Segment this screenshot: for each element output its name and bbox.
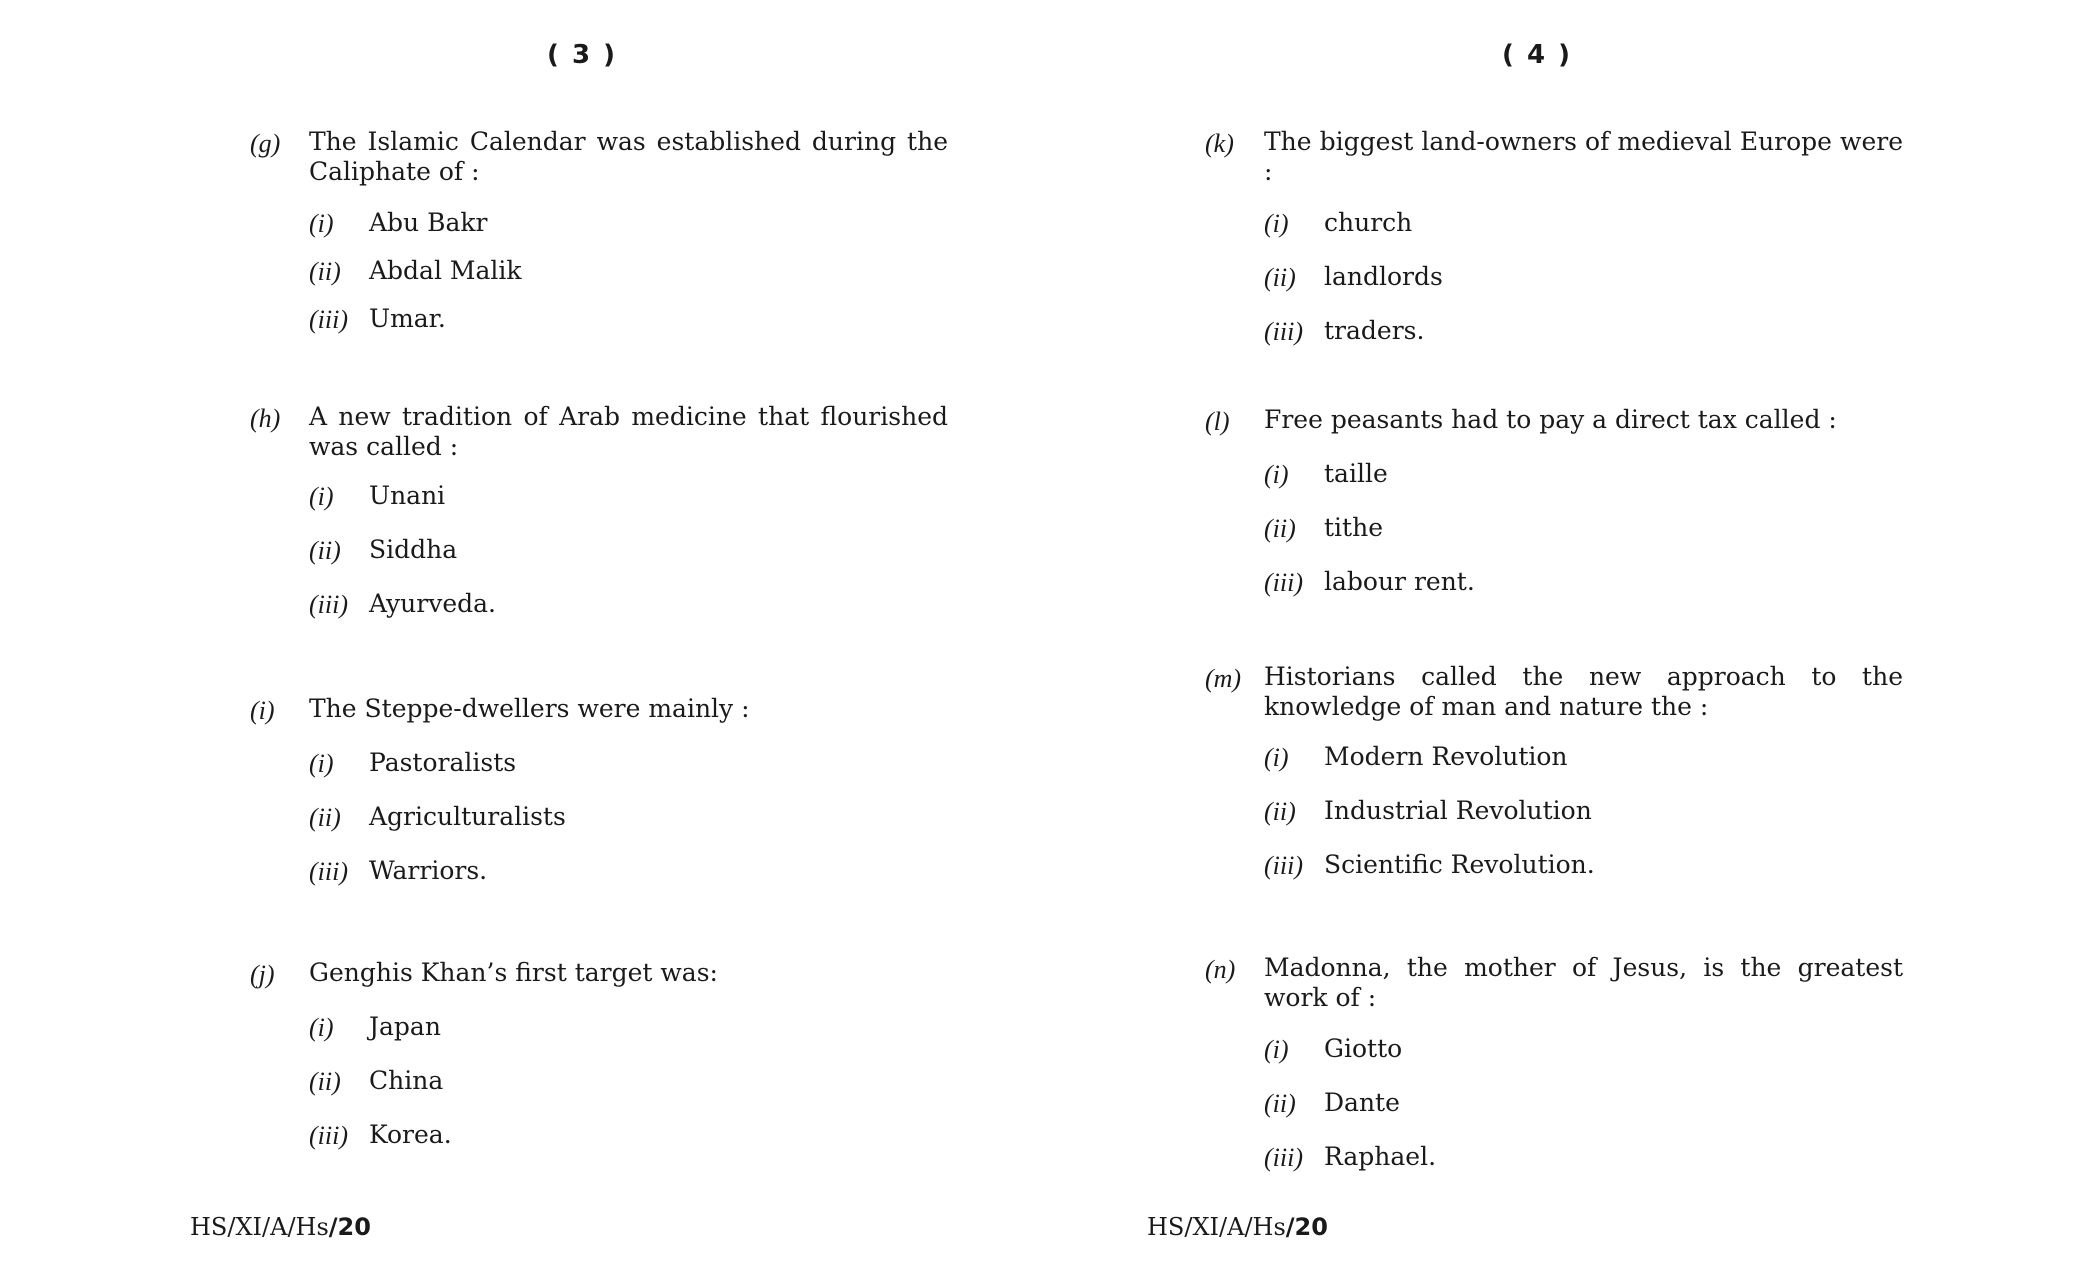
option bbox=[309, 256, 1150, 286]
option bbox=[309, 589, 1150, 619]
option-label: (iii) bbox=[309, 590, 348, 619]
option bbox=[309, 1066, 1150, 1096]
option bbox=[309, 304, 1150, 334]
footer-year: /20 bbox=[1285, 1213, 1328, 1241]
option bbox=[309, 481, 1150, 511]
option bbox=[1264, 1088, 2100, 1118]
option-label: (i) bbox=[309, 749, 334, 778]
option-text: Scientific Revolution. bbox=[1324, 850, 1595, 879]
option-text: church bbox=[1324, 208, 1413, 237]
question-text: The Steppe-dwellers were mainly : bbox=[309, 694, 750, 723]
question-m bbox=[1205, 662, 2100, 880]
option-text: Agriculturalists bbox=[369, 802, 566, 831]
option-text: Korea. bbox=[369, 1120, 452, 1149]
option-label: (iii) bbox=[1264, 568, 1303, 597]
option-label: (i) bbox=[1264, 1035, 1289, 1064]
question-text: A new tradition of Arab medicine that flourished was called : bbox=[309, 402, 948, 461]
question-k bbox=[1205, 127, 2100, 346]
option bbox=[309, 1012, 1150, 1042]
question-label: (l) bbox=[1205, 407, 1230, 436]
question-text: The Islamic Calendar was established during the Caliphate of : bbox=[309, 127, 948, 186]
footer-code: HS/XI/A/Hs bbox=[1147, 1213, 1286, 1241]
option bbox=[1264, 796, 2100, 826]
option-text: Raphael. bbox=[1324, 1142, 1437, 1171]
option-label: (ii) bbox=[309, 1067, 341, 1096]
option-label: (ii) bbox=[309, 803, 341, 832]
question-text: Madonna, the mother of Jesus, is the greatest work of : bbox=[1264, 953, 1903, 1012]
option-text: Warriors. bbox=[369, 856, 488, 885]
option-text: Ayurveda. bbox=[369, 589, 496, 618]
option-text: China bbox=[369, 1066, 444, 1095]
option-text: labour rent. bbox=[1324, 567, 1475, 596]
option-text: Giotto bbox=[1324, 1034, 1403, 1063]
question-label: (k) bbox=[1205, 129, 1234, 158]
option bbox=[1264, 459, 2100, 489]
option-text: Abu Bakr bbox=[369, 208, 488, 237]
option-label: (iii) bbox=[309, 1121, 348, 1150]
question-j bbox=[250, 958, 1150, 1150]
option-text: tithe bbox=[1324, 513, 1383, 542]
option bbox=[1264, 1034, 2100, 1064]
option-text: Dante bbox=[1324, 1088, 1400, 1117]
question-text: Free peasants had to pay a direct tax called : bbox=[1264, 405, 1837, 434]
option-label: (iii) bbox=[1264, 851, 1303, 880]
option-text: Pastoralists bbox=[369, 748, 517, 777]
question-g bbox=[250, 127, 1150, 334]
option-label: (iii) bbox=[1264, 1143, 1303, 1172]
option bbox=[1264, 316, 2100, 346]
option bbox=[1264, 513, 2100, 543]
question-i bbox=[250, 694, 1150, 886]
option bbox=[1264, 850, 2100, 880]
option-text: Umar. bbox=[369, 304, 446, 333]
option-label: (ii) bbox=[1264, 1089, 1296, 1118]
option bbox=[1264, 1142, 2100, 1172]
option bbox=[1264, 742, 2100, 772]
option-text: Siddha bbox=[369, 535, 458, 564]
option bbox=[309, 802, 1150, 832]
option-text: Japan bbox=[369, 1012, 441, 1041]
page-footer bbox=[190, 1213, 371, 1241]
option bbox=[1264, 208, 2100, 238]
page-footer bbox=[1147, 1213, 1328, 1241]
option bbox=[1264, 262, 2100, 292]
question-label: (g) bbox=[250, 129, 281, 158]
option-label: (iii) bbox=[309, 305, 348, 334]
option-text: Abdal Malik bbox=[369, 256, 522, 285]
option bbox=[309, 1120, 1150, 1150]
option-label: (i) bbox=[1264, 743, 1289, 772]
question-l bbox=[1205, 405, 2100, 597]
option-label: (ii) bbox=[1264, 514, 1296, 543]
question-text: The biggest land-owners of medieval Europe were : bbox=[1264, 127, 1903, 186]
option-label: (i) bbox=[309, 1013, 334, 1042]
option-text: Industrial Revolution bbox=[1324, 796, 1592, 825]
option-text: Unani bbox=[369, 481, 446, 510]
question-label: (n) bbox=[1205, 955, 1236, 984]
question-label: (m) bbox=[1205, 664, 1242, 693]
option bbox=[309, 535, 1150, 565]
option-label: (i) bbox=[1264, 209, 1289, 238]
question-label: (j) bbox=[250, 960, 275, 989]
option bbox=[309, 856, 1150, 886]
option-label: (iii) bbox=[309, 857, 348, 886]
option-label: (i) bbox=[309, 209, 334, 238]
option-label: (ii) bbox=[309, 536, 341, 565]
question-h bbox=[250, 402, 1150, 619]
question-text: Genghis Khan’s first target was: bbox=[309, 958, 718, 987]
option-text: taille bbox=[1324, 459, 1388, 488]
option-label: (ii) bbox=[1264, 797, 1296, 826]
option-text: landlords bbox=[1324, 262, 1443, 291]
footer-year: /20 bbox=[328, 1213, 371, 1241]
option-text: traders. bbox=[1324, 316, 1425, 345]
option bbox=[1264, 567, 2100, 597]
option bbox=[309, 208, 1150, 238]
option-label: (ii) bbox=[1264, 263, 1296, 292]
option-text: Modern Revolution bbox=[1324, 742, 1568, 771]
option-label: (i) bbox=[1264, 460, 1289, 489]
option bbox=[309, 748, 1150, 778]
option-label: (i) bbox=[309, 482, 334, 511]
question-label: (h) bbox=[250, 404, 281, 433]
option-label: (ii) bbox=[309, 257, 341, 286]
page-number: ( 3 ) bbox=[547, 40, 617, 70]
question-n bbox=[1205, 953, 2100, 1172]
option-label: (iii) bbox=[1264, 317, 1303, 346]
page-number: ( 4 ) bbox=[1502, 40, 1572, 70]
question-text: Historians called the new approach to the knowledge of man and nature the : bbox=[1264, 662, 1903, 721]
question-label: (i) bbox=[250, 696, 275, 725]
footer-code: HS/XI/A/Hs bbox=[190, 1213, 329, 1241]
